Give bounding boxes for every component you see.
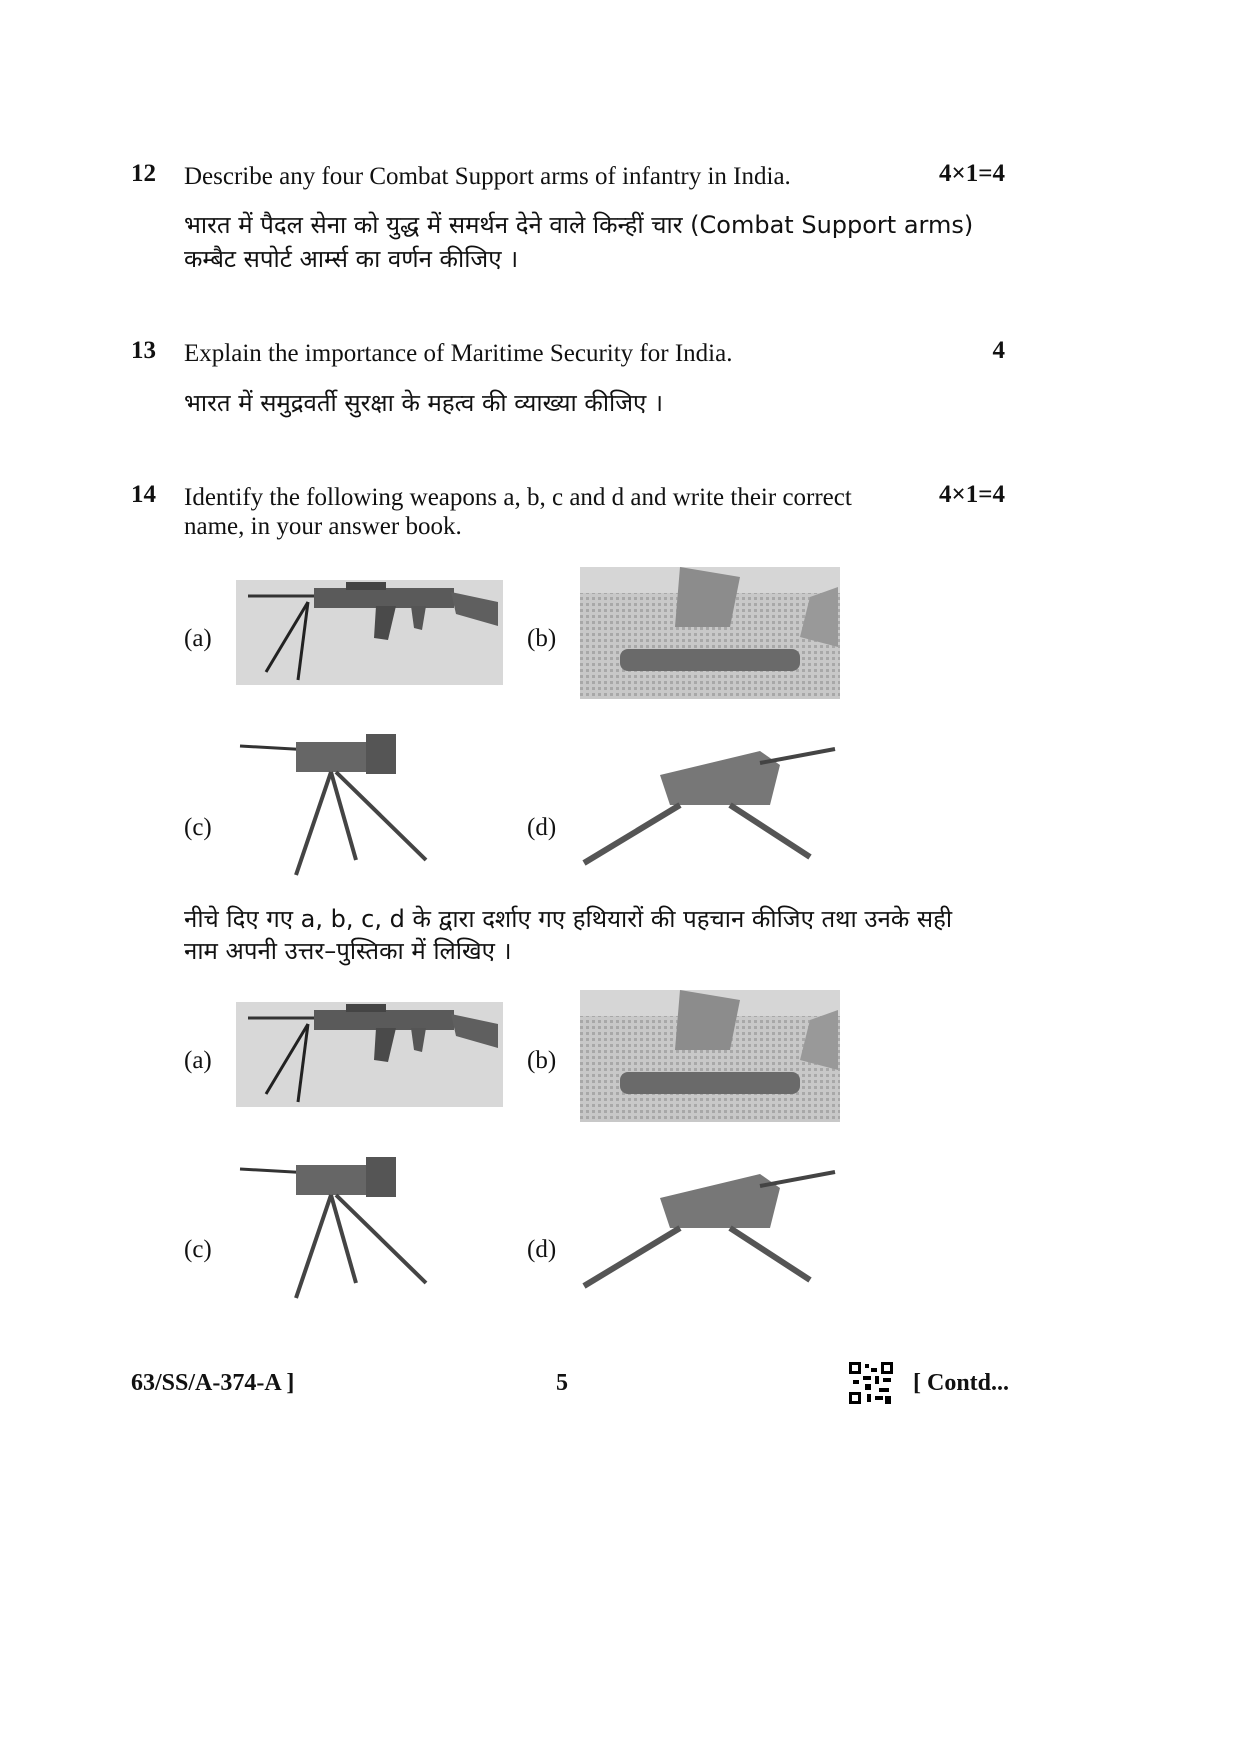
page-number: 5 <box>556 1370 568 1396</box>
option-c-label-2: (c) <box>184 1236 212 1263</box>
option-d-label: (d) <box>527 814 557 841</box>
question-14-text-line2: name, in your answer book. <box>184 513 462 540</box>
question-13-marks: 4 <box>992 337 1005 364</box>
question-14-hindi-line2: नाम अपनी उत्तर–पुस्तिका में लिखिए । <box>184 937 512 965</box>
option-a-label: (a) <box>184 625 212 652</box>
question-13-number: 13 <box>131 337 156 364</box>
option-a-label-2: (a) <box>184 1047 212 1074</box>
weapon-d-image-2 <box>580 1168 840 1293</box>
weapon-a-image <box>236 580 503 685</box>
question-13-hindi-line1: भारत में समुद्रवर्ती सुरक्षा के महत्व की व्याख्या कीजिए । <box>184 389 664 417</box>
option-b-label: (b) <box>527 625 557 652</box>
question-13-text: Explain the importance of Maritime Security for India. <box>184 340 733 367</box>
question-14-marks: 4×1=4 <box>939 481 1005 508</box>
question-12-hindi-line2: कम्बैट सपोर्ट आर्म्स का वर्णन कीजिए । <box>184 245 519 273</box>
weapon-b-image <box>580 567 840 699</box>
continued-note: [ Contd... <box>913 1370 1010 1396</box>
question-14-hindi-line1: नीचे दिए गए a, b, c, d के द्वारा दर्शाए गए हथियारों की पहचान कीजिए तथा उनके सही <box>184 905 953 933</box>
question-14-text-line1: Identify the following weapons a, b, c and d and write their correct <box>184 484 852 511</box>
weapon-c-image-2 <box>236 1153 436 1305</box>
weapon-d-image <box>580 745 840 870</box>
weapon-b-image-2 <box>580 990 840 1122</box>
weapon-c-image <box>236 730 436 882</box>
question-12-marks: 4×1=4 <box>939 160 1005 187</box>
option-d-label-2: (d) <box>527 1236 557 1263</box>
question-12-hindi-line1: भारत में पैदल सेना को युद्ध में समर्थन देने वाले किन्हीं चार (Combat Support arms) <box>184 211 974 239</box>
question-12-text: Describe any four Combat Support arms of infantry in India. <box>184 163 791 190</box>
question-12-number: 12 <box>131 160 156 187</box>
weapon-a-image-2 <box>236 1002 503 1107</box>
option-b-label-2: (b) <box>527 1047 557 1074</box>
option-c-label: (c) <box>184 814 212 841</box>
paper-code: 63/SS/A-374-A ] <box>131 1370 295 1396</box>
question-14-number: 14 <box>131 481 156 508</box>
qr-code-icon <box>849 1362 893 1404</box>
